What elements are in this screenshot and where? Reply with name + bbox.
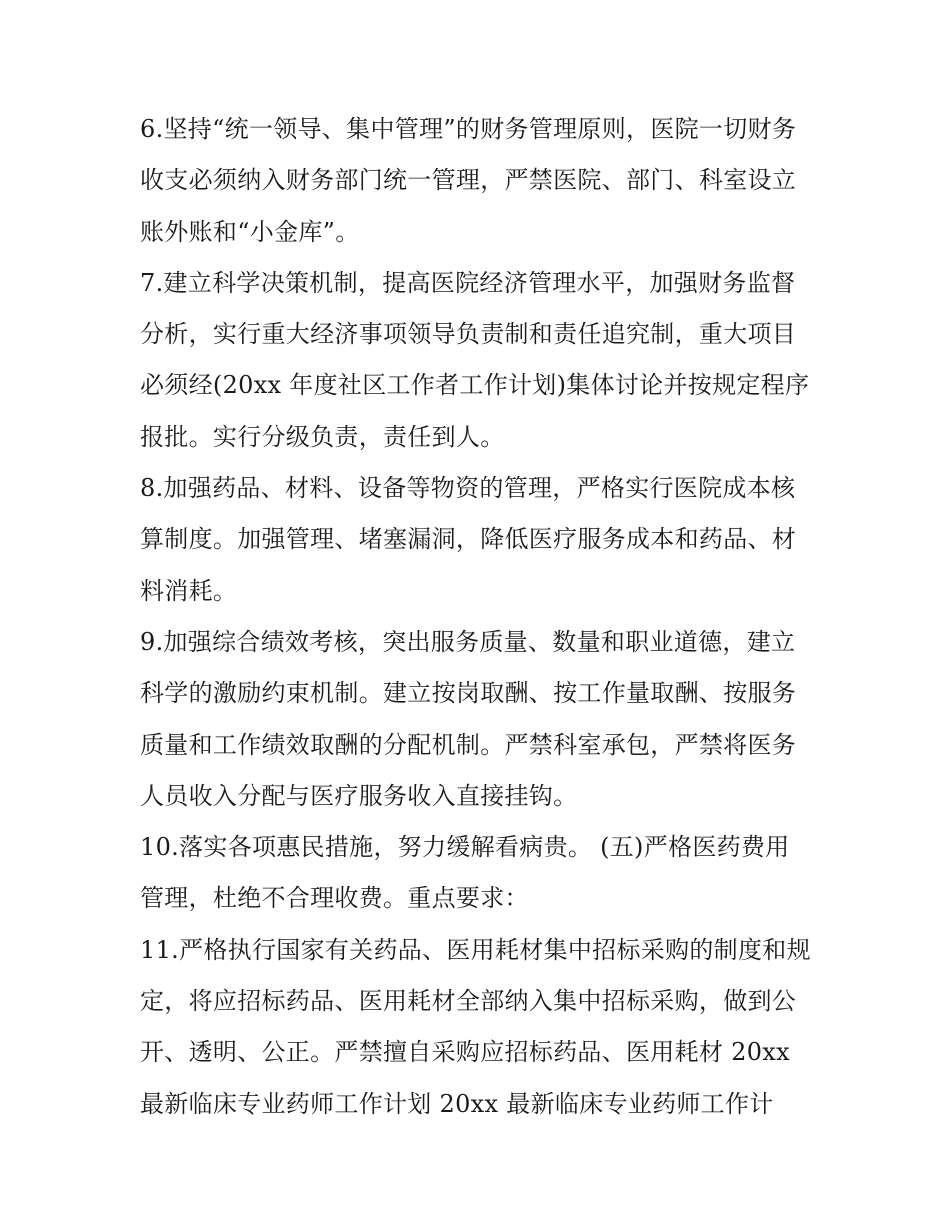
text-line: 10.落实各项惠民措施，努力缓解看病贵。 (五)严格医药费用 [140, 833, 790, 862]
text-line: 算制度。加强管理、堵塞漏洞，降低医疗服务成本和药品、材 [140, 525, 797, 554]
text-line: 料消耗。 [140, 576, 238, 605]
text-line: 管理，杜绝不合理收费。重点要求： [140, 884, 529, 913]
text-line: 8.加强药品、材料、设备等物资的管理，严格实行医院成本核 [140, 474, 796, 503]
text-line: 报批。实行分级负责，责任到人。 [140, 422, 505, 451]
text-line: 最新临床专业药师工作计划 20xx 最新临床专业药师工作计 [140, 1089, 774, 1118]
text-line: 账外账和“小金库”。 [140, 217, 360, 246]
document-body [140, 104, 820, 1130]
text-line: 必须经(20xx 年度社区工作者工作计划)集体讨论并按规定程序 [140, 371, 810, 400]
text-line: 7.建立科学决策机制，提高医院经济管理水平，加强财务监督 [140, 268, 796, 297]
text-line: 9.加强综合绩效考核，突出服务质量、数量和职业道德，建立 [140, 627, 796, 656]
text-line: 6.坚持“统一领导、集中管理”的财务管理原则，医院一切财务 [140, 115, 797, 143]
text-line: 质量和工作绩效取酬的分配机制。严禁科室承包，严禁将医务 [140, 730, 797, 759]
text-line: 科学的激励约束机制。建立按岗取酬、按工作量取酬、按服务 [140, 679, 797, 708]
text-line: 11.严格执行国家有关药品、医用耗材集中招标采购的制度和规 [140, 935, 811, 964]
text-line: 开、透明、公正。严禁擅自采购应招标药品、医用耗材 20xx [140, 1038, 790, 1067]
text-line: 收支必须纳入财务部门统一管理，严禁医院、部门、科室设立 [140, 166, 797, 195]
text-line: 定，将应招标药品、医用耗材全部纳入集中招标采购，做到公 [140, 987, 797, 1016]
text-line: 人员收入分配与医疗服务收入直接挂钩。 [140, 781, 578, 810]
text-line: 分析，实行重大经济事项领导负责制和责任追究制，重大项目 [140, 320, 797, 349]
